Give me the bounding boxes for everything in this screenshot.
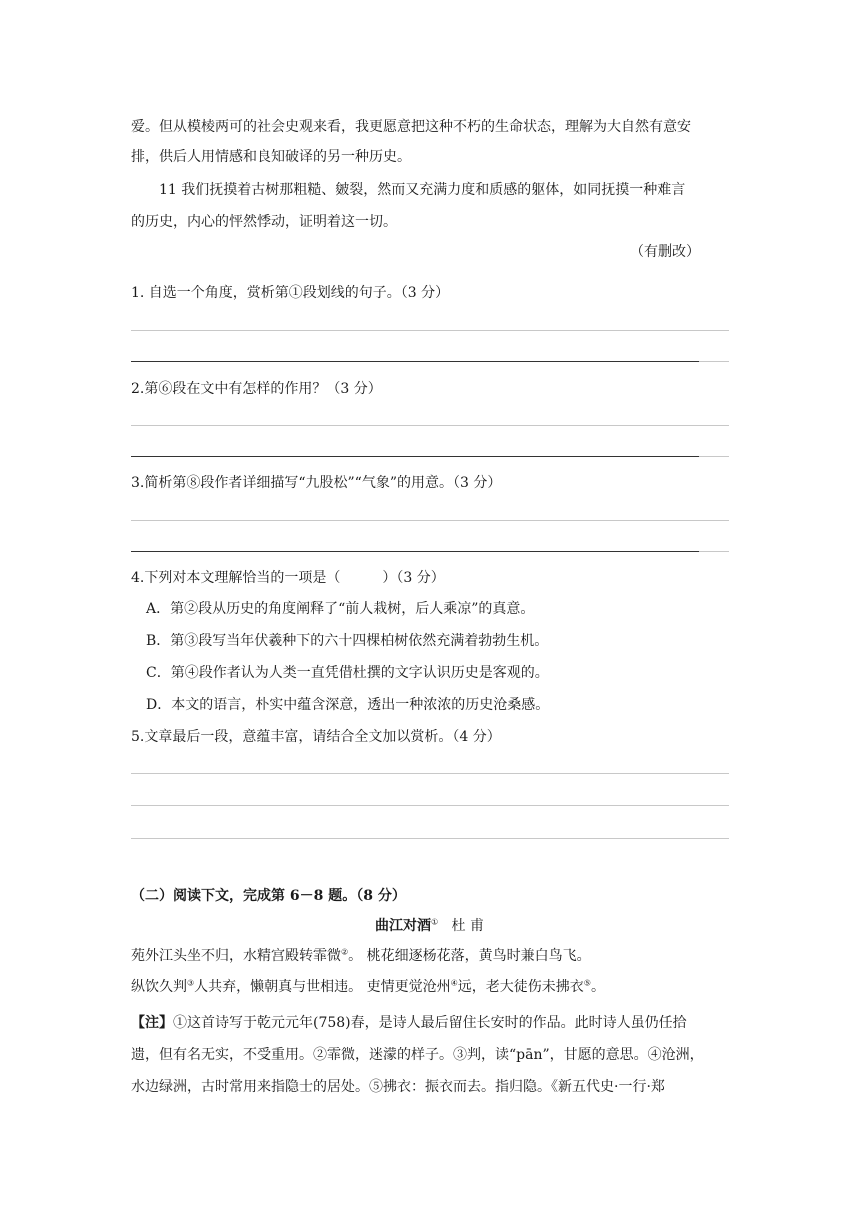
answer-line[interactable] <box>131 773 729 774</box>
option-d: D．本文的语言，朴实中蕴含深意，透出一种浓浓的历史沧桑感。 <box>146 697 550 713</box>
poem-title: 曲江对酒 <box>375 918 431 934</box>
answer-line[interactable] <box>131 520 729 521</box>
footnote-mark: ⑤ <box>583 978 591 988</box>
source-note: （有删改） <box>630 244 700 260</box>
poem-author: 杜 甫 <box>451 918 484 934</box>
notes-line-1: 【注】①这首诗写于乾元元年(758)春，是诗人最后留住长安时的作品。此时诗人虽仍任拾 <box>131 1015 687 1031</box>
notes-line-2: 遗，但有名无实，不受重用。②霏微，迷濛的样子。③判，读“pān”，甘愿的意思。④沧洲， <box>131 1047 704 1063</box>
paragraph-11-line-2: 的历史，内心的怦然悸动，证明着这一切。 <box>131 214 397 230</box>
poem-title-line <box>131 916 728 936</box>
poem-line-2: 纵饮久判③人共弃，懒朝真与世相违。 吏情更觉沧州④远，老大徒伤未拂衣⑤。 <box>131 978 605 995</box>
question-5: 5.文章最后一段，意蕴丰富，请结合全文加以赏析。（4 分） <box>131 729 501 745</box>
option-c: C．第④段作者认为人类一直凭借杜撰的文字认识历史是客观的。 <box>146 665 549 681</box>
option-b: B．第③段写当年伏羲种下的六十四棵柏树依然充满着勃勃生机。 <box>146 633 549 649</box>
poem-line-1: 苑外江头坐不归，水精宫殿转霏微②。 桃花细逐杨花落，黄鸟时兼白鸟飞。 <box>131 947 591 964</box>
section-2-heading: （二）阅读下文，完成第 6－8 题。（8 分） <box>131 888 406 904</box>
footnote-mark: ① <box>431 917 439 927</box>
answer-line[interactable] <box>131 838 729 839</box>
passage-line-2: 排，供后人用情感和良知破译的另一种历史。 <box>131 149 411 165</box>
option-a: A．第②段从历史的角度阐释了“前人栽树，后人乘凉”的真意。 <box>146 601 535 617</box>
question-1: 1. 自选一个角度，赏析第①段划线的句子。（3 分） <box>131 285 450 301</box>
question-4: 4.下列对本文理解恰当的一项是（ ）（3 分） <box>131 570 445 586</box>
footnote-mark: ④ <box>450 978 458 988</box>
answer-line[interactable] <box>131 330 729 331</box>
question-2: 2.第⑥段在文中有怎样的作用？（3 分） <box>131 381 382 397</box>
footnote-mark: ③ <box>187 978 195 988</box>
answer-line[interactable] <box>131 361 699 362</box>
answer-line[interactable] <box>131 456 699 457</box>
answer-line[interactable] <box>131 805 729 806</box>
notes-label: 【注】 <box>131 1015 173 1031</box>
passage-line-1: 爱。但从模棱两可的社会史观来看，我更愿意把这种不朽的生命状态，理解为大自然有意安 <box>131 119 691 135</box>
footnote-mark: ② <box>341 947 349 957</box>
question-3: 3.简析第⑧段作者详细描写“九股松”“气象”的用意。（3 分） <box>131 475 502 491</box>
notes-line-3: 水边绿洲，古时常用来指隐士的居处。⑤拂衣：振衣而去。指归隐。《新五代史·一行·郑 <box>131 1079 665 1095</box>
answer-line[interactable] <box>131 425 729 426</box>
paragraph-11-line-1: 11 我们抚摸着古树那粗糙、皴裂，然而又充满力度和质感的躯体，如同抚摸一种难言 <box>159 182 686 198</box>
answer-line[interactable] <box>131 551 699 552</box>
